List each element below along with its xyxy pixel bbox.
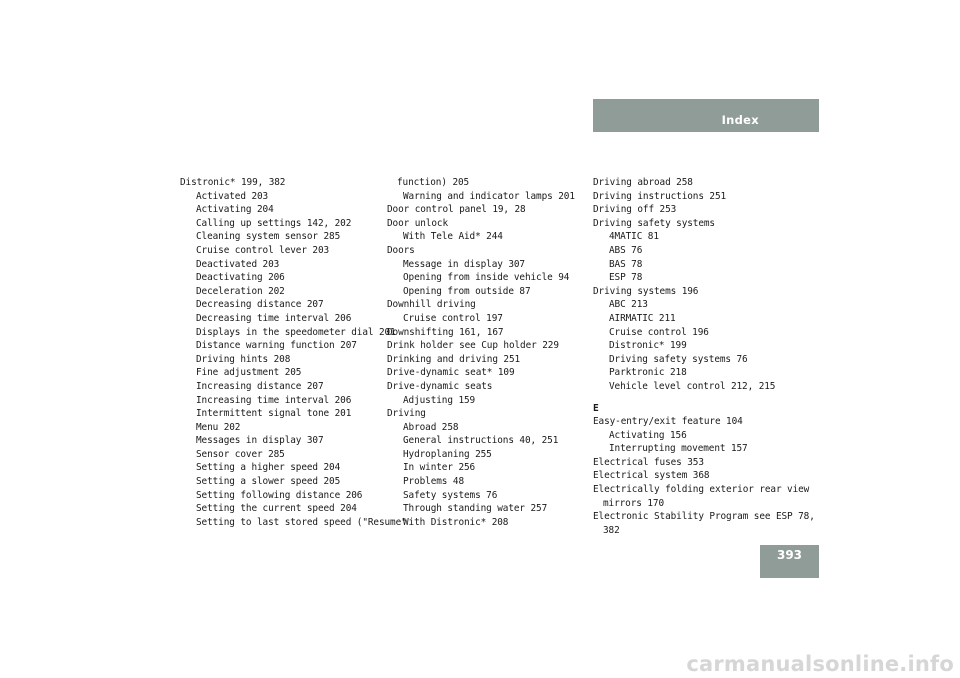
index-entry: Driving bbox=[387, 408, 426, 420]
index-subentry: Displays in the speedometer dial 201 bbox=[196, 326, 396, 338]
section-tab bbox=[593, 99, 819, 132]
index-subentry: AIRMATIC 211 bbox=[609, 312, 676, 324]
index-subentry: Problems 48 bbox=[403, 476, 464, 488]
page-number: 393 bbox=[776, 548, 803, 562]
index-entry: Electrical fuses 353 bbox=[593, 456, 704, 468]
index-subentry: Decreasing distance 207 bbox=[196, 299, 324, 311]
index-subentry: ABS 76 bbox=[609, 244, 643, 256]
index-continuation: 382 bbox=[603, 524, 620, 536]
index-entry: Door control panel 19, 28 bbox=[387, 204, 526, 216]
index-subentry: Hydroplaning 255 bbox=[403, 448, 492, 460]
index-entry: Distronic* 199, 382 bbox=[180, 177, 286, 188]
index-subentry: Through standing water 257 bbox=[403, 503, 548, 515]
index-subentry: Adjusting 159 bbox=[403, 394, 476, 406]
index-subentry: Activated 203 bbox=[196, 190, 269, 202]
index-subentry: 4MATIC 81 bbox=[609, 231, 659, 243]
index-entry: Driving off 253 bbox=[593, 204, 677, 216]
index-subentry: Distronic* 199 bbox=[609, 340, 687, 352]
index-subentry: Cruise control 196 bbox=[609, 326, 709, 338]
index-entry: Door unlock bbox=[387, 217, 448, 229]
index-subentry: Abroad 258 bbox=[403, 421, 459, 433]
index-subentry: Activating 156 bbox=[609, 429, 687, 441]
index-column-3 bbox=[593, 176, 813, 537]
index-entry: Drink holder see Cup holder 229 bbox=[387, 340, 559, 352]
index-subentry: Parktronic 218 bbox=[609, 367, 687, 379]
index-subentry: Warning and indicator lamps 201 bbox=[403, 190, 575, 202]
index-continuation: mirrors 170 bbox=[603, 497, 664, 509]
index-entry: Driving abroad 258 bbox=[593, 177, 693, 188]
index-subentry: Menu 202 bbox=[196, 421, 241, 433]
index-entry: Easy-entry/exit feature 104 bbox=[593, 416, 743, 428]
index-subentry: Distance warning function 207 bbox=[196, 340, 357, 352]
index-subentry: General instructions 40, 251 bbox=[403, 435, 559, 447]
index-subentry: Opening from inside vehicle 94 bbox=[403, 272, 570, 284]
index-continuation: function) 205 bbox=[397, 177, 470, 188]
index-subentry: Activating 204 bbox=[196, 204, 274, 216]
index-subentry: Increasing distance 207 bbox=[196, 380, 324, 392]
index-subentry: With Distronic* 208 bbox=[403, 516, 509, 528]
index-entry: Doors bbox=[387, 244, 415, 256]
index-subentry: Driving safety systems 76 bbox=[609, 353, 748, 365]
index-subentry: Setting a higher speed 204 bbox=[196, 462, 341, 474]
spacer bbox=[593, 394, 813, 402]
index-subentry: Cruise control lever 203 bbox=[196, 244, 330, 256]
index-subentry: Setting following distance 206 bbox=[196, 489, 363, 501]
index-entry: Driving safety systems bbox=[593, 217, 715, 229]
index-subentry: Interrupting movement 157 bbox=[609, 443, 748, 455]
index-subentry: Setting the current speed 204 bbox=[196, 503, 357, 515]
index-entry: Downshifting 161, 167 bbox=[387, 326, 504, 338]
index-entry: Driving systems 196 bbox=[593, 285, 699, 297]
index-entry: Drive-dynamic seats bbox=[387, 380, 493, 392]
index-subentry: Setting to last stored speed ("Resume" bbox=[196, 516, 407, 528]
index-subentry: Setting a slower speed 205 bbox=[196, 476, 341, 488]
index-subentry: Cleaning system sensor 285 bbox=[196, 231, 341, 243]
index-column-2 bbox=[387, 176, 587, 529]
index-entry: Electrical system 368 bbox=[593, 470, 710, 482]
index-entry: Electrically folding exterior rear view bbox=[593, 484, 810, 496]
index-subentry: Deactivated 203 bbox=[196, 258, 280, 270]
index-subentry: Vehicle level control 212, 215 bbox=[609, 380, 776, 392]
index-subentry: Increasing time interval 206 bbox=[196, 394, 352, 406]
index-subentry: Safety systems 76 bbox=[403, 489, 498, 501]
index-entry: Drinking and driving 251 bbox=[387, 353, 521, 365]
page-number-box bbox=[760, 545, 819, 578]
index-subentry: Decreasing time interval 206 bbox=[196, 312, 352, 324]
index-entry: Downhill driving bbox=[387, 299, 476, 311]
index-subentry: ABC 213 bbox=[609, 299, 648, 311]
index-subentry: BAS 78 bbox=[609, 258, 643, 270]
index-subentry: Driving hints 208 bbox=[196, 353, 291, 365]
index-subentry: Fine adjustment 205 bbox=[196, 367, 302, 379]
index-entry: Drive-dynamic seat* 109 bbox=[387, 367, 515, 379]
index-subentry: Message in display 307 bbox=[403, 258, 525, 270]
index-subentry: Deactivating 206 bbox=[196, 272, 285, 284]
index-subentry: With Tele Aid* 244 bbox=[403, 231, 503, 243]
index-subentry: Opening from outside 87 bbox=[403, 285, 531, 297]
index-subentry: Intermittent signal tone 201 bbox=[196, 408, 352, 420]
index-entry: Electronic Stability Program see ESP 78, bbox=[593, 511, 815, 523]
index-entry: Driving instructions 251 bbox=[593, 190, 727, 202]
index-subentry: Calling up settings 142, 202 bbox=[196, 217, 352, 229]
index-subentry: Cruise control 197 bbox=[403, 312, 503, 324]
index-subentry: In winter 256 bbox=[403, 462, 476, 474]
index-letter-heading: E bbox=[593, 402, 599, 414]
index-subentry: Messages in display 307 bbox=[196, 435, 324, 447]
section-title: Index bbox=[721, 113, 759, 127]
watermark: carmanualsonline.info bbox=[686, 652, 954, 676]
index-subentry: Deceleration 202 bbox=[196, 285, 285, 297]
index-subentry: Sensor cover 285 bbox=[196, 448, 285, 460]
index-subentry: ESP 78 bbox=[609, 272, 643, 284]
